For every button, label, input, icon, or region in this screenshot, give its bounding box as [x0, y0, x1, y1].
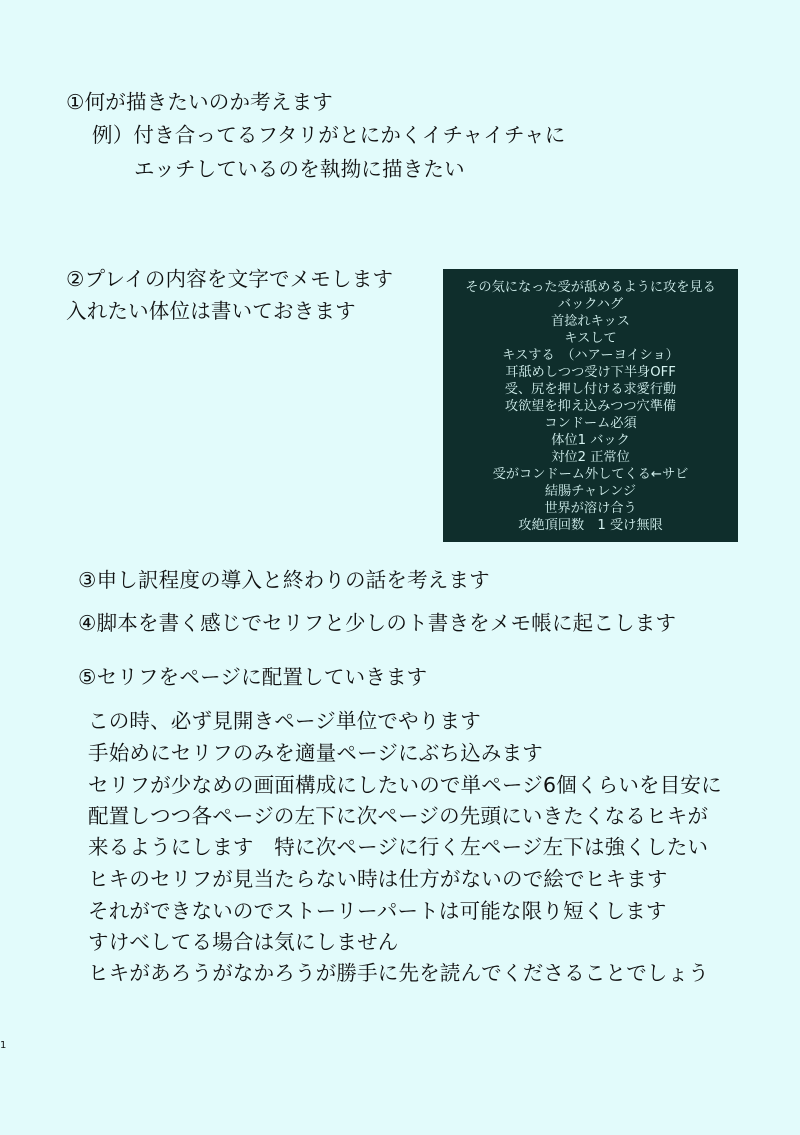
memo-line: 攻絶頂回数 1 受け無限: [518, 518, 663, 533]
memo-line: 結腸チャレンジ: [544, 484, 637, 499]
memo-line: その気になった受が舐めるように攻を見る: [465, 280, 716, 295]
memo-line: 受、尻を押し付ける求愛行動: [504, 382, 677, 397]
step5-line: ヒキのセリフが見当たらない時は仕方がないので絵でヒキます: [88, 867, 668, 891]
step5-line: ヒキがあろうがなかろうが勝手に先を読んでくださることでしょう: [88, 961, 709, 985]
memo-line: 首捻れキッス: [551, 314, 630, 329]
memo-line: 対位2 正常位: [551, 450, 630, 465]
page-number: 1: [0, 1040, 7, 1051]
step5-line: 手始めにセリフのみを適量ページにぶち込みます: [88, 741, 543, 765]
memo-line: 世界が溶け合う: [544, 501, 637, 516]
step2-title: ②プレイの内容を文字でメモします: [66, 267, 394, 291]
memo-line: 耳舐めしつつ受け下半身OFF: [505, 365, 676, 380]
memo-line: コンドーム必須: [544, 416, 637, 431]
step5-line: セリフが少なめの画面構成にしたいので単ページ6個くらいを目安に: [88, 773, 722, 797]
step5-line: 配置しつつ各ページの左下に次ページの先頭にいきたくなるヒキが: [88, 804, 709, 828]
step1-example-line1: 例）付き合ってるフタリがとにかくイチャイチャに: [92, 123, 566, 147]
step3-title: ③申し訳程度の導入と終わりの話を考えます: [78, 568, 490, 592]
play-memo-box: [443, 269, 738, 542]
step2-subtitle: 入れたい体位は書いておきます: [66, 299, 356, 323]
memo-line: バックハグ: [557, 297, 624, 312]
step5-line: この時、必ず見開きページ単位でやります: [88, 709, 481, 733]
step5-line: 来るようにします 特に次ページに行く左ページ左下は強くしたい: [88, 835, 709, 859]
step5-line: それができないのでストーリーパートは可能な限り短くします: [88, 899, 667, 923]
step5-line: すけべしてる場合は気にしません: [88, 930, 399, 954]
step1-title: ①何が描きたいのか考えます: [66, 90, 333, 114]
memo-line: 体位1 バック: [551, 433, 630, 448]
memo-line: 受がコンドーム外してくる←サビ: [492, 467, 689, 482]
step5-title: ⑤セリフをページに配置していきます: [78, 665, 428, 689]
step4-title: ④脚本を書く感じでセリフと少しのト書きをメモ帳に起こします: [78, 611, 677, 635]
memo-line: キスして: [564, 331, 617, 346]
memo-line: キスする （ハアーヨイショ）: [502, 348, 679, 363]
memo-line: 攻欲望を抑え込みつつ穴準備: [504, 399, 677, 414]
step1-example-line2: エッチしているのを執拗に描きたい: [134, 157, 465, 181]
